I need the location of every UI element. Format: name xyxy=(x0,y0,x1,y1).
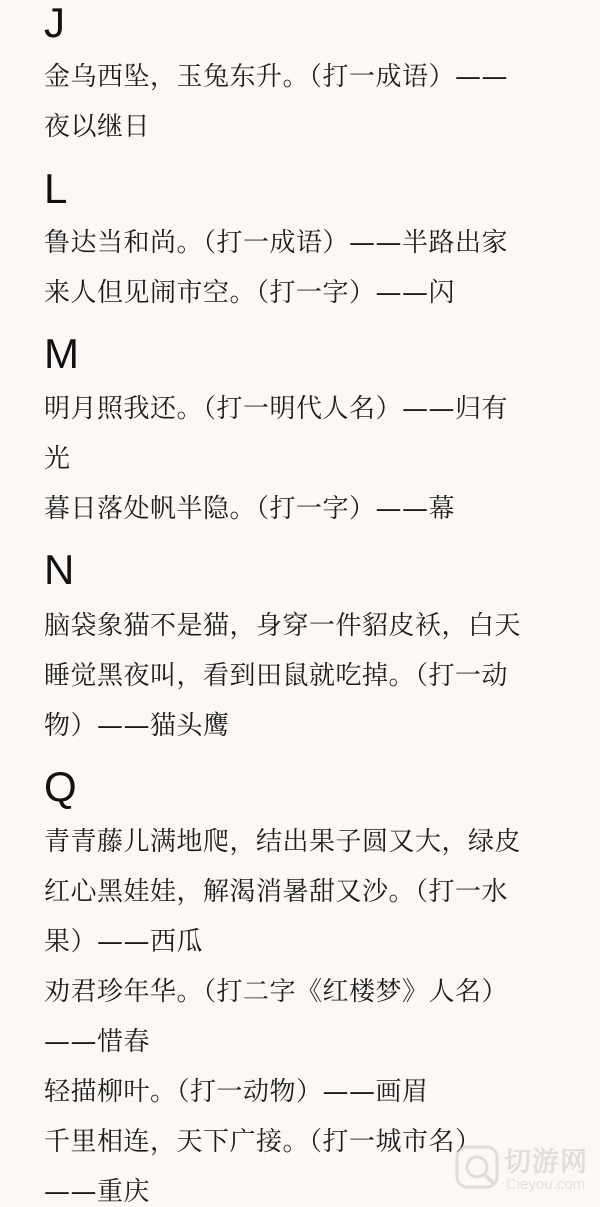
section-letter-m: M xyxy=(44,330,79,377)
section-letter-l: L xyxy=(44,165,68,212)
riddle-line: 来人但见闹市空。（打一字）——闪 xyxy=(44,278,456,308)
riddle-line: 青青藤儿满地爬，结出果子圆又大，绿皮 xyxy=(44,827,522,857)
watermark xyxy=(454,1138,594,1200)
riddle-line: 明月照我还。（打一明代人名）——归有 xyxy=(44,394,509,424)
riddle-line: 脑袋象猫不是猫，身穿一件貂皮袄，白天 xyxy=(44,611,522,641)
riddle-line: 劝君珍年华。（打二字《红楼梦》人名） xyxy=(44,977,509,1007)
riddle-line: 金乌西坠，玉兔东升。（打一成语）—— xyxy=(44,62,509,92)
riddle-line: 睡觉黑夜叫，看到田鼠就吃掉。（打一动 xyxy=(44,661,509,691)
section-letter-n: N xyxy=(44,546,75,593)
riddle-line: 千里相连，天下广接。（打一城市名） xyxy=(44,1127,482,1157)
section-letter-q: Q xyxy=(44,763,77,810)
watermark-text: 切游网 xyxy=(504,1147,588,1178)
riddle-line: ——惜春 xyxy=(44,1027,151,1057)
riddle-line: 红心黑娃娃，解渴消暑甜又沙。（打一水 xyxy=(44,877,509,907)
riddle-line: 物）——猫头鹰 xyxy=(44,711,230,741)
cieyou-logo-icon xyxy=(454,1144,500,1190)
riddle-line: 果）——西瓜 xyxy=(44,927,204,957)
riddle-line: 光 xyxy=(44,444,71,474)
riddle-line: 夜以继日 xyxy=(44,112,151,142)
watermark-url: Cieyou.com xyxy=(506,1176,586,1193)
riddle-line: 暮日落处帆半隐。（打一字）——幕 xyxy=(44,494,456,524)
riddle-line: 轻描柳叶。（打一动物）——画眉 xyxy=(44,1077,429,1107)
riddle-line: ——重庆 xyxy=(44,1177,151,1207)
riddle-line: 鲁达当和尚。（打一成语）——半路出家 xyxy=(44,228,509,258)
section-letter-j: J xyxy=(44,0,65,46)
